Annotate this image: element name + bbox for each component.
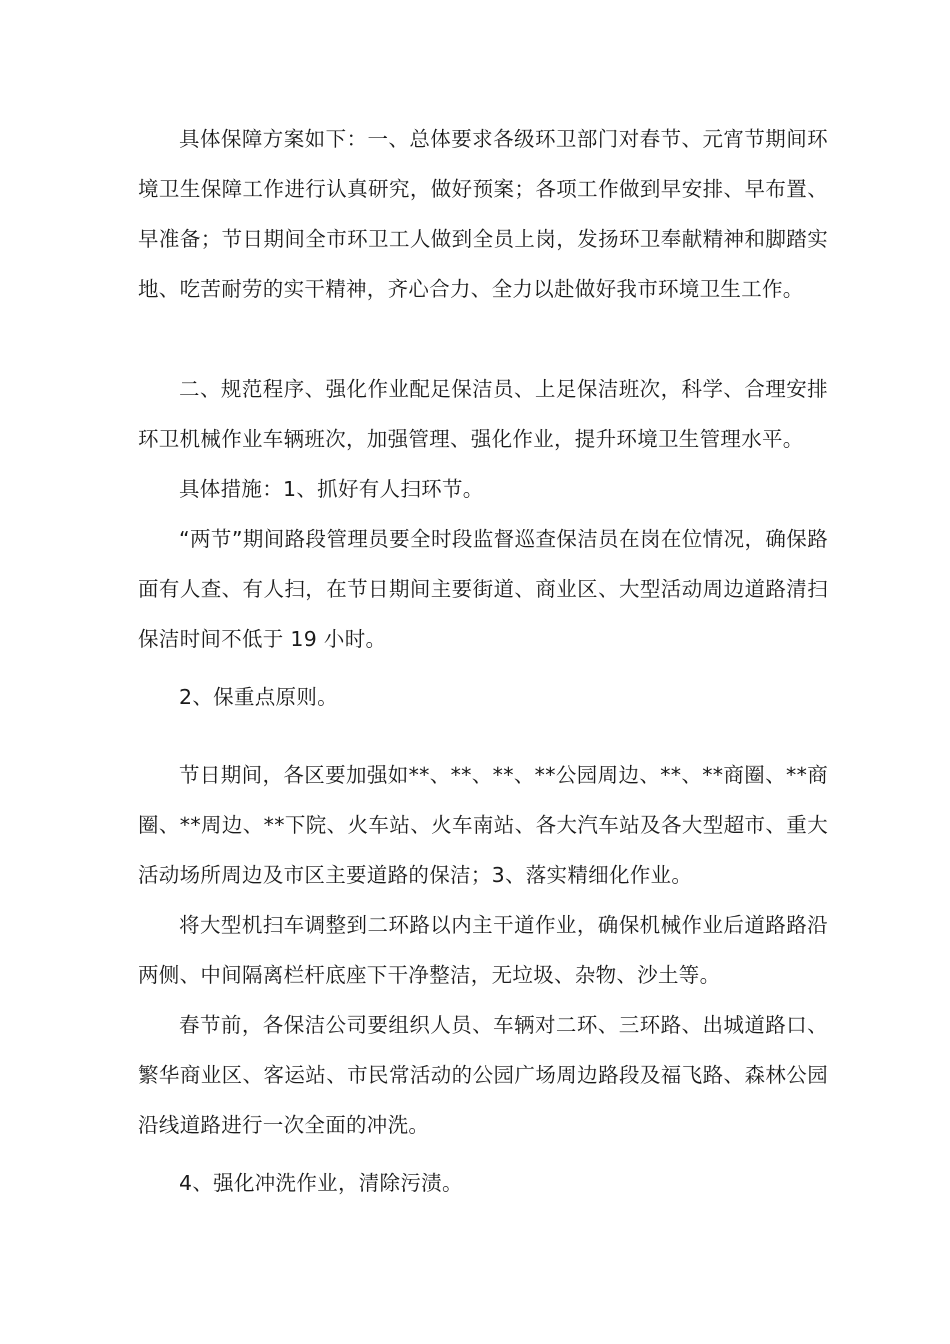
paragraph-sweeper-adjustment: 将大型机扫车调整到二环路以内主干道作业，确保机械作业后道路路沿两侧、中间隔离栏杆底座下干净整洁，无垃圾、杂物、沙土等。	[138, 913, 828, 987]
paragraph-overall-requirements: 具体保障方案如下：一、总体要求各级环卫部门对春节、元宵节期间环境卫生保障工作进行认真研究，做好预案；各项工作做到早安排、早布置、早准备；节日期间全市环卫工人做到全员上岗，发扬环卫奉献精神和脚踏实地、吃苦耐劳的实干精神，齐心合力、全力以赴做好我市环境卫生工作。	[138, 127, 828, 301]
paragraph-holiday-areas: 节日期间，各区要加强如**、**、**、**公园周边、**、**商圈、**商圈、**周边、**下院、火车站、火车南站、各大汽车站及各大型超市、重大活动场所周边及市区主要道路的保洁；3、落实精细化作业。	[138, 763, 828, 887]
paragraph-specific-measures: 具体措施：1、抓好有人扫环节。	[179, 477, 484, 501]
paragraph-key-points-principle: 2、保重点原则。	[179, 685, 338, 709]
paragraph-pre-festival-washing: 春节前，各保洁公司要组织人员、车辆对二环、三环路、出城道路口、繁华商业区、客运站、市民常活动的公园广场周边路段及福飞路、森林公园沿线道路进行一次全面的冲洗。	[138, 1013, 828, 1137]
paragraph-flushing-operations: 4、强化冲洗作业，清除污渍。	[179, 1171, 463, 1195]
paragraph-standardize-procedures: 二、规范程序、强化作业配足保洁员、上足保洁班次，科学、合理安排环卫机械作业车辆班次，加强管理、强化作业，提升环境卫生管理水平。	[138, 377, 828, 451]
paragraph-road-supervision: “两节”期间路段管理员要全时段监督巡查保洁员在岗在位情况，确保路面有人查、有人扫，在节日期间主要街道、商业区、大型活动周边道路清扫保洁时间不低于 19 小时。	[138, 527, 828, 651]
